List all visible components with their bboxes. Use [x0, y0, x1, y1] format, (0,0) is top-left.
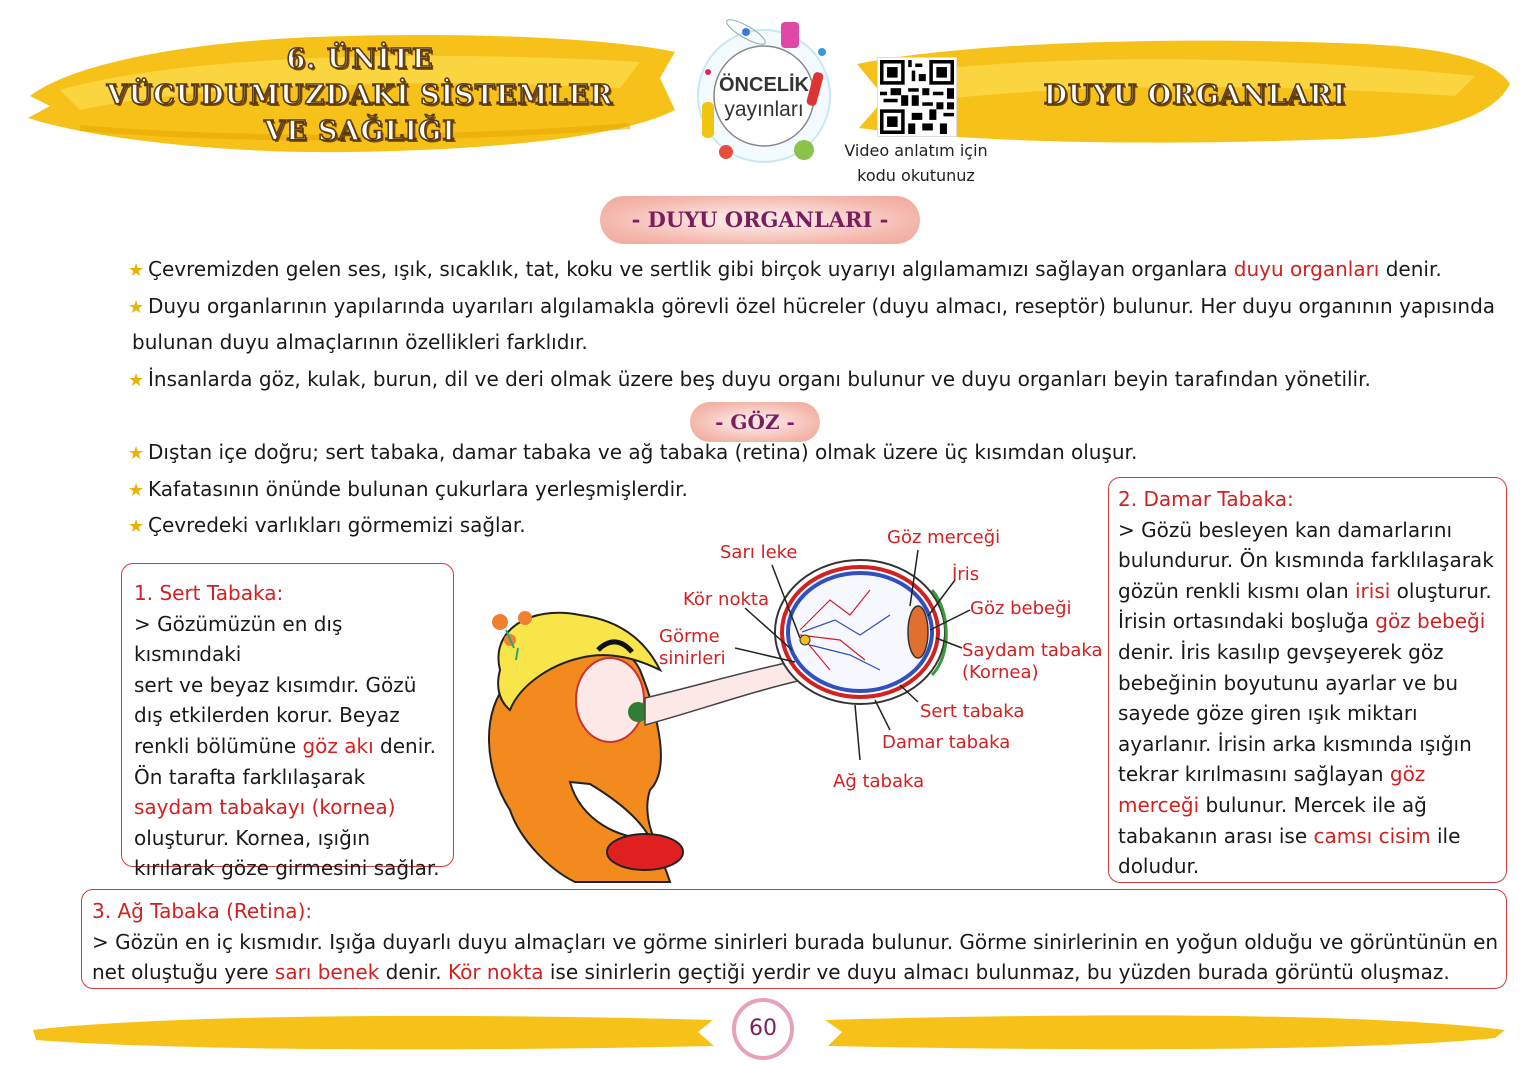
sert-box-line2: sert ve beyaz kısımdır. Gözü [134, 672, 417, 697]
goz-bullet-1-text: Dıştan içe doğru; sert tabaka, damar tabaka ve ağ tabaka (retina) olmak üzere üç kısımdan oluşur. [148, 440, 1138, 464]
label-saydam-tabaka [962, 640, 1103, 684]
goz-bullet-2-text: Kafatasının önünde bulunan çukurlara yerleşmişlerdir. [148, 477, 688, 501]
logo-name [704, 74, 824, 97]
damar-box-line12: doludur. [1118, 854, 1200, 879]
qr-code-icon [880, 60, 954, 134]
star-icon: ★ [128, 370, 145, 391]
ag-box-line2 [92, 957, 1506, 988]
damar-box-line4 [1118, 606, 1506, 637]
publisher-logo [686, 12, 842, 182]
intro-bullet-1-highlight: duyu organları [1233, 257, 1380, 281]
section-title-duyu: - DUYU ORGANLARI - [600, 196, 920, 244]
damar-box-line7: sayede göze giren ışık miktarı [1118, 701, 1418, 726]
unit-title-line1: 6. ÜNİTE [286, 44, 434, 75]
logo-name-text: ÖNCELİK [719, 74, 809, 96]
topic-title: DUYU ORGANLARI [1043, 80, 1347, 111]
damar-tabaka-box [1108, 477, 1507, 883]
logo-emblem-icon [686, 12, 842, 182]
section-title-goz: - GÖZ - [690, 402, 820, 442]
damar-box-line3-red: irisi [1355, 578, 1391, 603]
ag-box-line2-red1: sarı benek [274, 960, 380, 985]
damar-box-title: 2. Damar Tabaka: [1118, 487, 1294, 511]
label-goz-mercegi: Göz merceği [887, 527, 1001, 548]
goz-bullet-3-text: Çevredeki varlıkları görmemizi sağlar. [148, 513, 526, 537]
sert-box-line4-a: renkli bölümüne [134, 733, 303, 758]
label-sari-leke: Sarı leke [720, 542, 798, 563]
damar-box-line6: bebeğinin boyutunu ayarlar ve bu [1118, 670, 1459, 695]
unit-title-line2: VÜCUDUMUZDAKİ SİSTEMLER [106, 80, 614, 111]
label-saydam-line2: (Kornea) [962, 662, 1039, 683]
damar-box-line4-a: İrisin ortasındaki boşluğa [1118, 609, 1376, 634]
damar-box-line11-a: tabakanın arası ise [1118, 823, 1314, 848]
star-icon: ★ [128, 260, 145, 281]
star-icon: ★ [128, 516, 145, 537]
sert-box-line1: > Gözümüzün en dış kısmındaki [134, 611, 343, 667]
damar-box-line3-a: gözün renkli kısmı olan [1118, 578, 1355, 603]
footer-brush-right [820, 1006, 1510, 1056]
intro-bullet-3 [128, 361, 1508, 399]
sert-box-line4-b: denir. [373, 733, 437, 758]
sert-box-line5: Ön tarafta farklılaşarak [134, 764, 366, 789]
damar-box-line11-b: ile [1430, 823, 1461, 848]
intro-bullet-1-after: denir. [1379, 257, 1442, 281]
page-number: 60 [749, 1016, 777, 1041]
label-gorme-sinirleri [659, 626, 726, 670]
eyeball-drawing [775, 560, 946, 704]
damar-box-line10-b: bulunur. Mercek ile ağ [1199, 792, 1427, 817]
damar-box-line2: bulundurur. Ön kısmında farklılaşarak [1118, 548, 1494, 573]
damar-box-line10-red: merceği [1118, 792, 1200, 817]
intro-bullet-1 [128, 251, 1508, 289]
intro-bullet-2 [128, 288, 1508, 326]
damar-box-line11 [1118, 821, 1506, 852]
star-icon: ★ [128, 480, 145, 501]
qr-caption-line2: kodu okutunuz [857, 166, 975, 185]
damar-box-line9 [1118, 759, 1506, 790]
ag-box-line2-red2: Kör nokta [447, 960, 544, 985]
sert-box-line4 [134, 731, 453, 762]
damar-box-line5: denir. İris kasılıp gevşeyerek göz [1118, 639, 1444, 664]
qr-caption [836, 138, 996, 188]
unit-title [90, 42, 630, 150]
damar-box-line9-red: göz [1389, 762, 1426, 787]
damar-box-line1: > Gözü besleyen kan damarlarını [1118, 517, 1453, 542]
sert-box-line6: saydam tabakayı (kornea) [134, 795, 396, 820]
label-iris: İris [952, 564, 980, 585]
damar-box-line3-b: oluşturur. [1390, 578, 1492, 603]
sert-box-line3: dış etkilerden korur. Beyaz [134, 703, 400, 728]
damar-box-line8: ayarlanır. İrisin arka kısmında ışığın [1118, 731, 1472, 756]
damar-box-line4-red: göz bebeği [1375, 609, 1486, 634]
star-icon: ★ [128, 443, 145, 464]
footer-brush-left [28, 1006, 718, 1056]
label-kor-nokta: Kör nokta [683, 589, 769, 610]
damar-box-line10 [1118, 790, 1506, 821]
label-damar-tabaka: Damar tabaka [882, 732, 1011, 753]
goz-bullet-2 [128, 471, 1028, 509]
intro-bullet-2-cont: bulunan duyu almaçlarının özellikleri farklıdır. [132, 330, 588, 354]
ag-tabaka-box [81, 889, 1507, 989]
intro-bullet-1-before: Çevremizden gelen ses, ışık, sıcaklık, tat, koku ve sertlik gibi birçok uyarıyı algılamamızı sağlayan organlara [148, 257, 1234, 281]
ag-box-line2-a: net oluştuğu yere [92, 960, 275, 985]
sert-box-title: 1. Sert Tabaka: [134, 581, 284, 605]
sert-box-line8: kırılarak göze girmesini sağlar. [134, 856, 440, 881]
label-gorme-line2: sinirleri [659, 648, 726, 669]
ag-box-line2-b: denir. [379, 960, 448, 985]
star-icon: ★ [128, 297, 145, 318]
ag-box-line2-c: ise sinirlerin geçtiği yerdir ve duyu almacı bulunmaz, bu yüzden burada görüntü oluşmaz. [543, 960, 1450, 985]
label-gorme-line1: Görme [659, 626, 720, 647]
sert-box-line7: oluşturur. Kornea, ışığın [134, 825, 371, 850]
label-saydam-line1: Saydam tabaka [962, 640, 1103, 661]
qr-code[interactable] [878, 58, 956, 136]
head-drawing [489, 611, 683, 882]
damar-box-line11-red: camsı cisim [1313, 823, 1431, 848]
sert-tabaka-box [121, 563, 454, 881]
ag-box-title: 3. Ağ Tabaka (Retina): [92, 899, 313, 923]
damar-box-line9-a: tekrar kırılmasını sağlayan [1118, 762, 1390, 787]
intro-bullet-2-line1: Duyu organlarının yapılarında uyarıları algılamakla görevli özel hücreler (duyu almacı, reseptör) bulunur. Her duyu organının yapısında [148, 294, 1496, 318]
page-number-badge [732, 998, 794, 1060]
goz-bullet-1 [128, 434, 1228, 472]
unit-title-line3: VE SAĞLIĞI [264, 116, 456, 147]
intro-bullet-3-text: İnsanlarda göz, kulak, burun, dil ve deri olmak üzere beş duyu organı bulunur ve duyu organları beyin tarafından yönetilir. [148, 367, 1371, 391]
qr-caption-line1: Video anlatım için [844, 141, 988, 160]
logo-sub: yayınları [724, 98, 804, 121]
label-goz-bebegi: Göz bebeği [970, 598, 1072, 619]
ag-box-line1: > Gözün en iç kısmıdır. Işığa duyarlı duyu almaçları ve görme sinirleri burada bulunur. Görme sinirlerinin en yoğun olduğu ve görüntünün en [92, 929, 1499, 954]
label-sert-tabaka: Sert tabaka [920, 701, 1025, 722]
label-ag-tabaka: Ağ tabaka [833, 771, 925, 792]
sert-box-line4-red: göz akı [302, 733, 374, 758]
damar-box-line3 [1118, 576, 1506, 607]
